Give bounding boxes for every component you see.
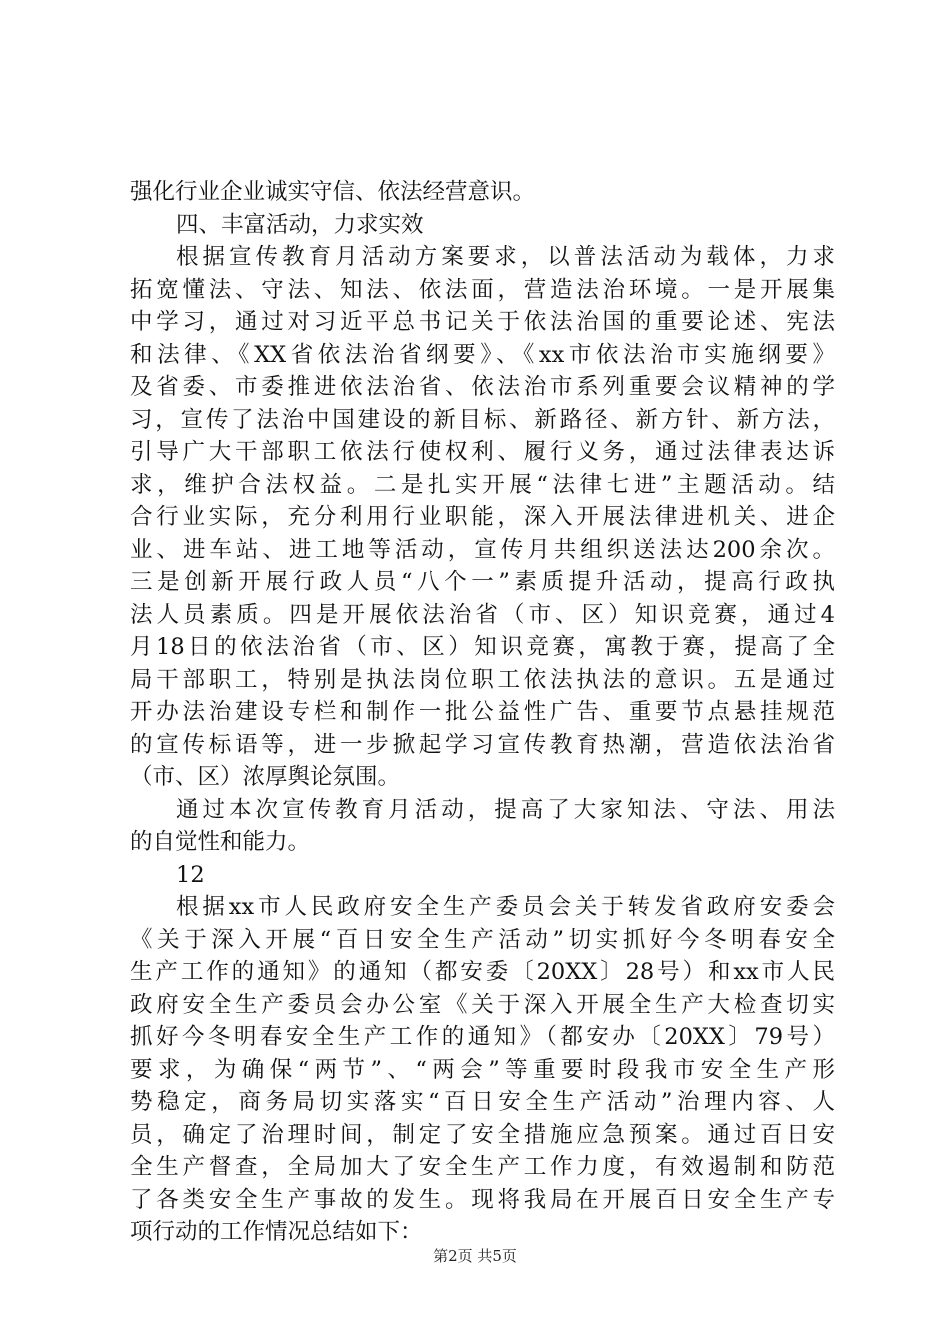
text-line: 根据xx市人民政府安全生产委员会关于转发省政府安委会 <box>176 894 835 920</box>
text-line: 合行业实际，充分利用行业职能，深入开展法律进机关、进企 <box>130 504 835 530</box>
text-line: （市、区）浓厚舆论氛围。 <box>130 764 401 790</box>
text-line: 了各类安全生产事故的发生。现将我局在开展百日安全生产专 <box>130 1186 835 1213</box>
text-line: 通过本次宣传教育月活动，提高了大家知法、守法、用法 <box>176 796 835 823</box>
text-line: 开办法治建设专栏和制作一批公益性广告、重要节点悬挂规范 <box>130 699 835 725</box>
text-line: 和法律、《XX省依法治省纲要》、《xx市依法治市实施纲要》 <box>130 341 835 368</box>
text-line: 拓宽懂法、守法、知法、依法面，营造法治环境。一是开展集 <box>130 276 835 303</box>
text-line: 全生产督查，全局加大了安全生产工作力度，有效遏制和防范 <box>130 1154 835 1180</box>
text-line: 的自觉性和能力。 <box>130 829 311 855</box>
page-footer: 第2页 共5页 <box>433 1247 517 1265</box>
text-line: 法人员素质。四是开展依法治省（市、区）知识竞赛，通过4 <box>130 601 835 628</box>
text-line: 三是创新开展行政人员“八个一”素质提升活动，提高行政执 <box>130 569 835 595</box>
text-line: 势稳定，商务局切实落实“百日安全生产活动”治理内容、人 <box>130 1089 835 1115</box>
text-line: 抓好今冬明春安全生产工作的通知》（都安办〔20XX〕79号） <box>130 1024 835 1050</box>
text-line: 求，维护合法权益。二是扎实开展“法律七进”主题活动。结 <box>130 471 835 498</box>
text-line: 中学习，通过对习近平总书记关于依法治国的重要论述、宪法 <box>130 309 835 335</box>
text-line: 月18日的依法治省（市、区）知识竞赛，寓教于赛，提高了全 <box>130 634 835 660</box>
text-line: 要求，为确保“两节”、“两会”等重要时段我市安全生产形 <box>130 1056 835 1083</box>
text-line: 根据宣传教育月活动方案要求，以普法活动为载体，力求 <box>176 244 835 270</box>
text-line: 员，确定了治理时间，制定了安全措施应急预案。通过百日安 <box>130 1121 835 1148</box>
document-body <box>130 176 835 1249</box>
section-number: 12 <box>176 861 205 888</box>
text-line: 生产工作的通知》的通知（都安委〔20XX〕28号）和xx市人民 <box>130 959 835 985</box>
text-line: 强化行业企业诚实守信、依法经营意识。 <box>130 179 536 205</box>
text-line: 局干部职工，特别是执法岗位职工依法执法的意识。五是通过 <box>130 666 835 693</box>
text-line: 业、进车站、进工地等活动，宣传月共组织送法达200余次。 <box>130 536 835 563</box>
section-heading: 四、丰富活动，力求实效 <box>176 211 424 238</box>
text-line: 《关于深入开展“百日安全生产活动”切实抓好今冬明春安全 <box>130 926 835 953</box>
text-line: 项行动的工作情况总结如下： <box>130 1219 423 1245</box>
text-line: 引导广大干部职工依法行使权利、履行义务，通过法律表达诉 <box>130 439 835 465</box>
text-line: 习，宣传了法治中国建设的新目标、新路径、新方针、新方法， <box>130 406 835 433</box>
text-line: 政府安全生产委员会办公室《关于深入开展全生产大检查切实 <box>130 991 835 1018</box>
text-line: 的宣传标语等，进一步掀起学习宣传教育热潮，营造依法治省 <box>130 731 835 758</box>
text-line: 及省委、市委推进依法治省、依法治市系列重要会议精神的学 <box>130 374 835 400</box>
